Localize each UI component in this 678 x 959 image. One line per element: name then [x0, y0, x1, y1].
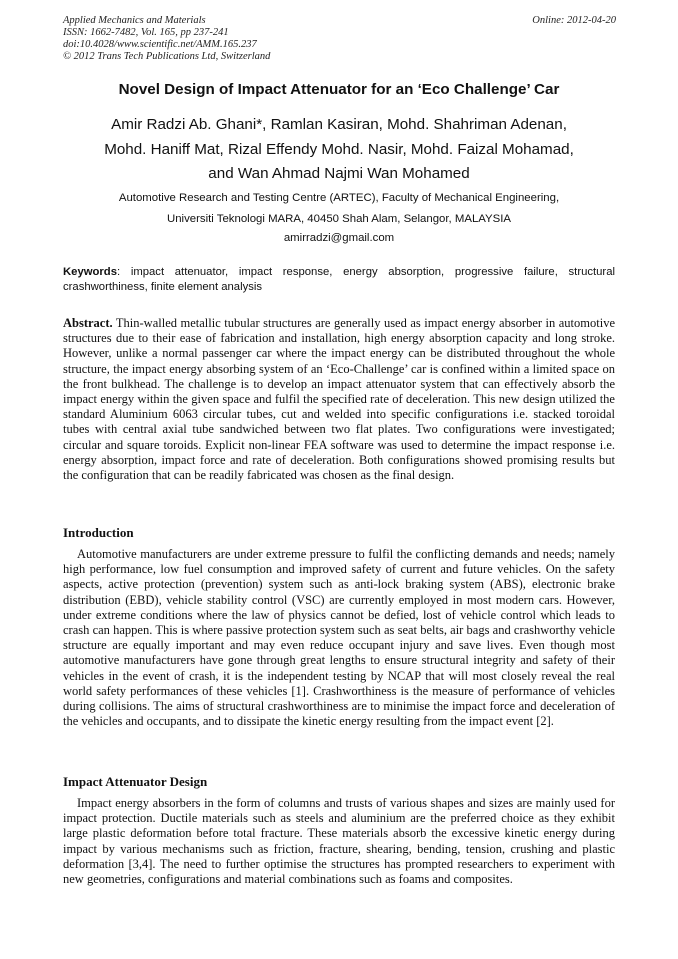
abstract-label: Abstract.: [63, 316, 113, 330]
abstract-text: Thin-walled metallic tubular structures are generally used as impact energy absorber in automotive structures due to their ease of fabrication and installation, high energy absorption capacity and long stroke. However, unlike a normal passenger car where the impact energy can be distributed throughout the whole structure, the impact energy absorbing system of an ‘Eco-Challenge’ car is confined within a limited space on the front bulkhead. The challenge is to develop an impact attenuator system that can effectively absorb the impact energy within the given space and fulfil the specified rate of deceleration. This new design utilized the standard Aluminium 6063 circular tubes, cut and welded into specific configurations i.e. stacked toroidal tubes with central axial tube sandwiched between two flat plates. Two configurations were investigated; circular and square toroids. Explicit non-linear FEA software was used to determine the impact response i.e. energy absorption, impact force and rate of deceleration. Both configurations showed promising results but the configuration that can be readily fabricated was chosen as the final design.: [63, 316, 615, 483]
online-date: Online: 2012-04-20: [532, 15, 616, 26]
abstract: [63, 316, 615, 483]
copyright-line: © 2012 Trans Tech Publications Ltd, Switzerland: [63, 51, 271, 62]
section-heading-impact-attenuator-design: Impact Attenuator Design: [63, 774, 208, 789]
journal-header: [63, 15, 616, 63]
author-email[interactable]: amirradzi@gmail.com: [283, 232, 395, 244]
section-heading-introduction: Introduction: [63, 525, 134, 540]
paper-title: Novel Design of Impact Attenuator for an ‘Eco Challenge’ Car: [118, 81, 560, 98]
keywords-label: Keywords: [63, 266, 117, 278]
keywords-text: : impact attenuator, impact response, energy absorption, progressive failure, structural crashworthiness, finite element analysis: [63, 266, 615, 293]
doi-link[interactable]: doi:10.4028/www.scientific.net/AMM.165.237: [63, 39, 257, 50]
author-line: Mohd. Haniff Mat, Rizal Effendy Mohd. Nasir, Mohd. Faizal Mohamad,: [104, 140, 574, 158]
journal-name: Applied Mechanics and Materials: [63, 15, 206, 26]
affiliation-line: Automotive Research and Testing Centre (ARTEC), Faculty of Mechanical Engineering,: [118, 192, 560, 204]
impact-attenuator-paragraph: Impact energy absorbers in the form of columns and trusts of various shapes and sizes are mainly used for impact protection. Ductile materials such as steels and aluminium are the preferred choice as they exhibit large plastic deformation before total fracture. These materials absorb the excessive kinetic energy during impact by various mechanisms such as friction, fracture, shearing, bending, tension, crushing and plastic deformation [3,4]. The need to further optimise the structures has prompted researchers to experiment with new geometries, configurations and material combinations such as foams and composites.: [63, 796, 615, 887]
introduction-paragraph: Automotive manufacturers are under extreme pressure to fulfil the conflicting demands and needs; namely high performance, low fuel consumption and improved safety of current and future vehicles. On the safety aspects, active protection (prevention) system such as anti-lock braking system (ABS), electronic brake distribution (EBD), vehicle stability control (VSC) are currently employed in most modern cars. However, under extreme conditions where the law of physics cannot be defied, lost of vehicle control which leads to crash can happen. This is where passive protection system such as seat belts, air bags and crashworthy vehicle structure are equally important and may even reduce occupant injury and save lives. Even though most automotive manufacturers have gone through great lengths to ensure structural integrity and safety of their vehicles in the event of crash, it is the independent testing by NCAP that will most closely reveal the real world safety performances of these vehicles [1]. Crashworthiness is the measure of performance of vehicles during collisions. The aims of structural crashworthiness are to minimise the impact force and deceleration of the vehicles and occupants, and to dissipate the kinetic energy resulting from the impact event [2].: [63, 547, 615, 729]
author-list: [40, 113, 638, 187]
author-line: and Wan Ahmad Najmi Wan Mohamed: [208, 165, 470, 182]
author-line: Amir Radzi Ab. Ghani*, Ramlan Kasiran, Mohd. Shahriman Adenan,: [111, 116, 567, 133]
affiliation-line: Universiti Teknologi MARA, 40450 Shah Alam, Selangor, MALAYSIA: [166, 212, 511, 225]
issn-line: ISSN: 1662-7482, Vol. 165, pp 237-241: [63, 27, 229, 38]
affiliation: [40, 188, 638, 229]
keywords: [63, 265, 615, 294]
